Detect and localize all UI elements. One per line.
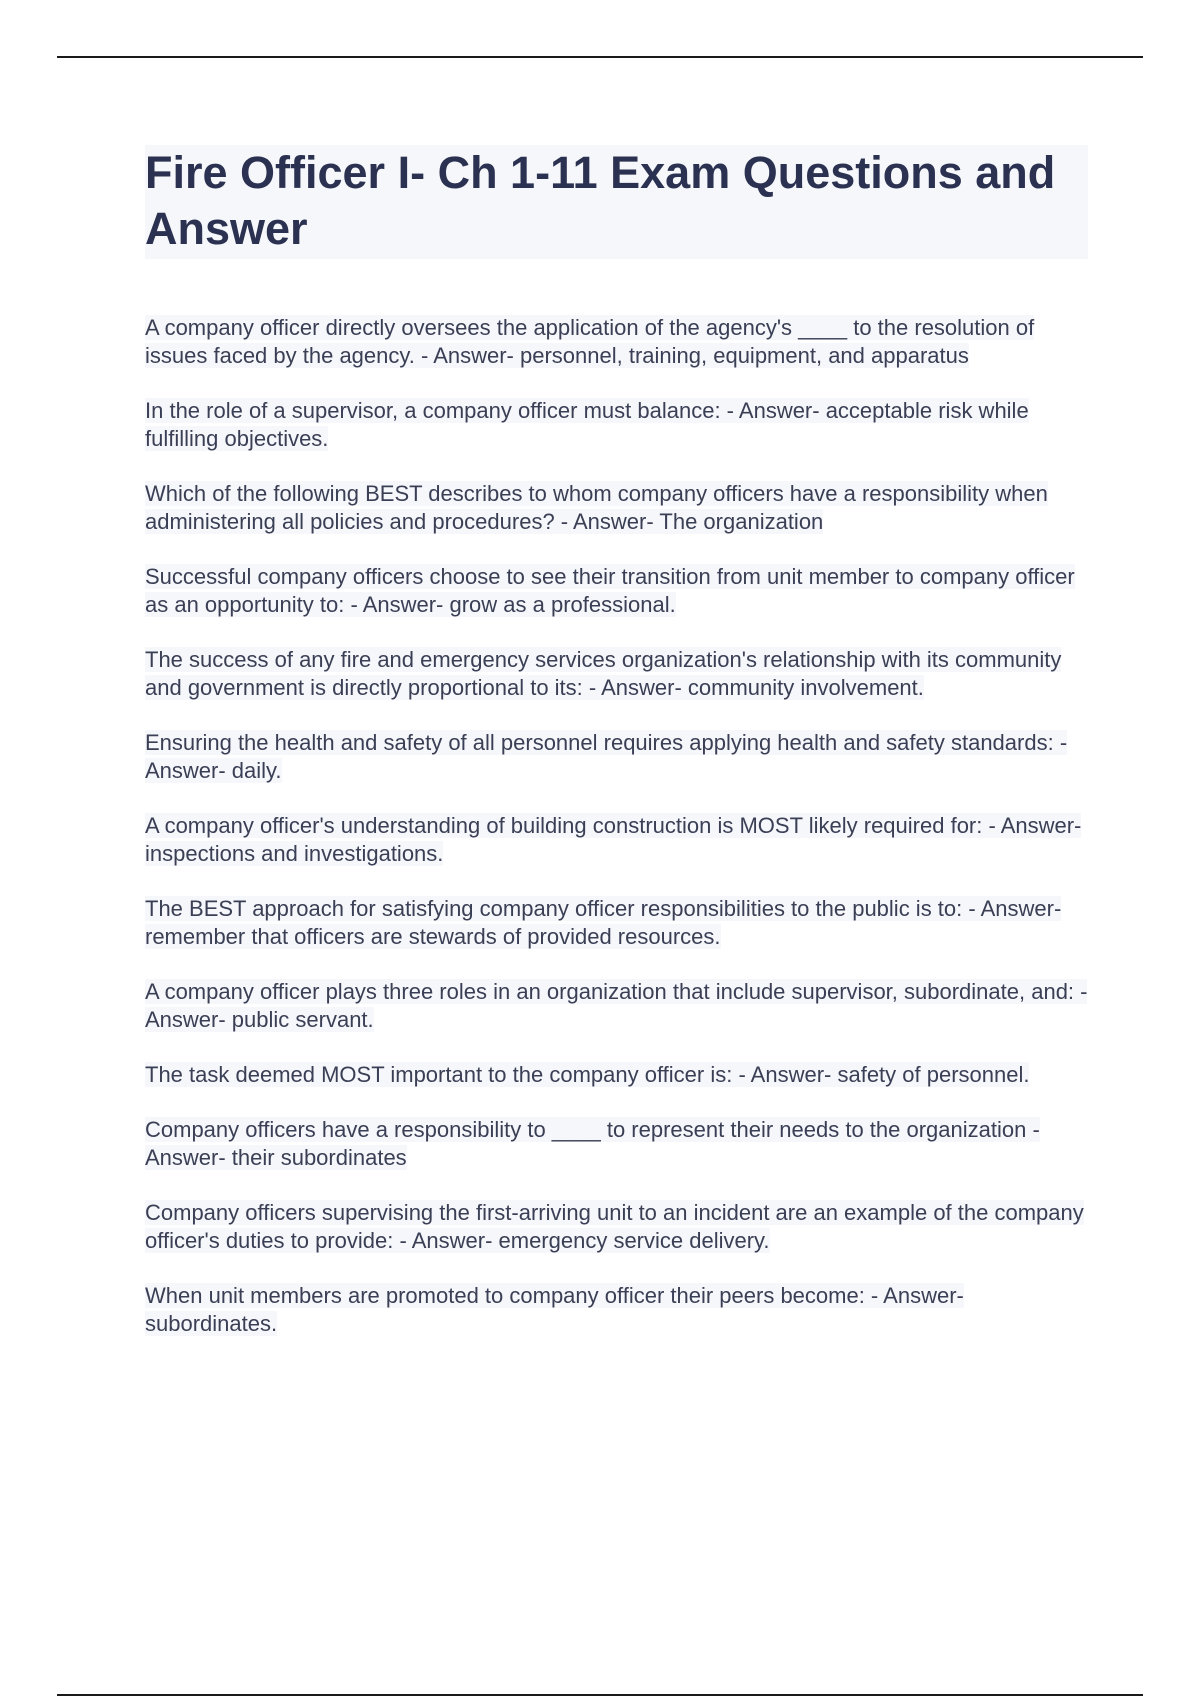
qa-item [145,978,1088,1034]
qa-item [145,1282,1088,1338]
qa-text: When unit members are promoted to company officer their peers become: - Answer- subordinates. [145,1283,964,1336]
qa-item [145,895,1088,951]
qa-text: A company officer directly oversees the application of the agency's ____ to the resolution of issues faced by the agency. - Answer- personnel, training, equipment, and apparatus [145,315,1035,368]
qa-item [145,1061,1088,1089]
qa-item [145,480,1088,536]
qa-item [145,812,1088,868]
qa-text: A company officer plays three roles in an organization that include supervisor, subordinate, and: - Answer- public servant. [145,979,1088,1032]
qa-text: In the role of a supervisor, a company officer must balance: - Answer- acceptable risk while fulfilling objectives. [145,398,1029,451]
qa-item [145,563,1088,619]
title-block [145,145,1088,259]
qa-text: Company officers have a responsibility to ____ to represent their needs to the organization - Answer- their subordinates [145,1117,1040,1170]
qa-item [145,397,1088,453]
qa-text: Successful company officers choose to see their transition from unit member to company officer as an opportunity to: - Answer- grow as a professional. [145,564,1075,617]
document-body [145,145,1088,1365]
qa-item [145,314,1088,370]
qa-item [145,646,1088,702]
qa-item [145,729,1088,785]
qa-text: The task deemed MOST important to the company officer is: - Answer- safety of personnel. [145,1062,1030,1087]
bottom-rule [57,1694,1143,1696]
qa-text: The success of any fire and emergency services organization's relationship with its community and government is directly proportional to its: - Answer- community involvement. [145,647,1062,700]
document-title: Fire Officer I- Ch 1-11 Exam Questions and Answer [145,147,1056,254]
qa-text: The BEST approach for satisfying company officer responsibilities to the public is to: - Answer- remember that officers are stewards of provided resources. [145,896,1062,949]
top-rule [57,56,1143,58]
qa-text: A company officer's understanding of building construction is MOST likely required for: - Answer- inspections and investigations. [145,813,1082,866]
qa-text: Which of the following BEST describes to whom company officers have a responsibility when administering all policies and procedures? - Answer- The organization [145,481,1048,534]
qa-list [145,314,1088,1338]
qa-text: Company officers supervising the first-arriving unit to an incident are an example of the company officer's duties to provide: - Answer- emergency service delivery. [145,1200,1084,1253]
qa-text: Ensuring the health and safety of all personnel requires applying health and safety standards: - Answer- daily. [145,730,1068,783]
qa-item [145,1199,1088,1255]
qa-item [145,1116,1088,1172]
